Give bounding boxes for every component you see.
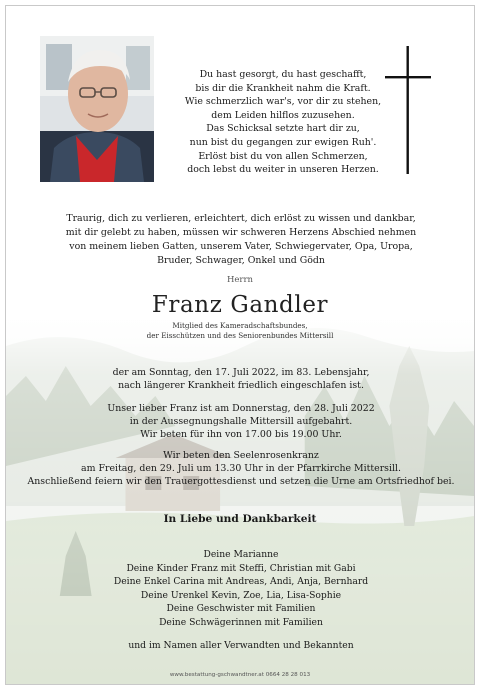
poem [158,68,408,177]
viewing-line: Unser lieber Franz ist am Donnerstag, den 28. Juli 2022 [107,403,375,414]
poem-line: dem Leiden hilflos zuzusehen. [211,109,355,121]
closing-line: In Liebe und Dankbarkeit [163,513,317,525]
intro-line: von meinem lieben Gatten, unserem Vater, Schwiegervater, Opa, Uropa, [69,241,413,252]
rosary-text [26,449,456,489]
intro-text [36,212,446,268]
membership [6,321,474,340]
intro-line: mit dir gelebt zu haben, müssen wir schweren Herzens Abschied nehmen [65,227,417,238]
intro-line: Bruder, Schwager, Onkel und Gödn [157,255,325,266]
membership-line: Mitglied des Kameradschaftsbundes, [172,321,308,330]
portrait-photo [40,36,154,182]
passing-text [26,366,456,392]
rosary-line: am Freitag, den 29. Juli um 13.30 Uhr in der Pfarrkirche Mittersill. [81,463,401,475]
poem-line: doch lebst du weiter in unseren Herzen. [187,164,379,176]
family-entry: Deine Geschwister mit Familien [166,603,316,615]
salutation: Herrn [226,275,254,285]
rosary-line: Anschließend feiern wir den Trauergottesdienst und setzen die Urne am Ortsfriedhof bei. [27,476,455,488]
family-entry: Deine Marianne [203,549,279,560]
footer-contact: www.bestattung-gschwandtner.at 0664 28 28 013 [169,672,311,678]
family-entry: Deine Enkel Carina mit Andreas, Andi, Anja, Bernhard [113,576,369,588]
membership-line: der Eisschützen und des Seniorenbundes Mittersill [146,330,334,340]
poem-line: Erlöst bist du von allen Schmerzen, [198,150,368,162]
passing-line: nach längerer Krankheit friedlich eingeschlafen ist. [118,380,364,392]
poem-line: bis dir die Krankheit nahm die Kraft. [195,82,371,94]
poem-line: nun bist du gegangen zur ewigen Ruh'. [189,136,377,148]
viewing-line: Wir beten für ihn von 17.00 bis 19.00 Uhr. [140,429,342,441]
family-entry: Deine Kinder Franz mit Steffi, Christian mit Gabi [126,562,356,574]
poem-line: Du hast gesorgt, du hast geschafft, [199,69,367,80]
deceased-name: Franz Gandler [151,292,329,318]
viewing-text [26,402,456,442]
poem-line: Das Schicksal setzte hart dir zu, [206,123,360,135]
family-entry: Deine Urenkel Kevin, Zoe, Lia, Lisa-Sophie [140,589,342,601]
family-list [26,548,456,630]
passing-line: der am Sonntag, den 17. Juli 2022, im 83. Lebensjahr, [112,367,370,378]
obituary-card [5,5,475,685]
cross-icon [385,46,431,174]
rosary-line: Wir beten den Seelenrosenkranz [163,450,319,461]
intro-line: Traurig, dich zu verlieren, erleichtert, dich erlöst zu wissen und dankbar, [66,213,416,224]
viewing-line: in der Aussegnungshalle Mittersill aufgebahrt. [129,416,353,428]
all-relatives-line: und im Namen aller Verwandten und Bekannten [128,640,354,651]
family-entry: Deine Schwägerinnen mit Familien [159,616,323,628]
poem-line: Wie schmerzlich war's, vor dir zu stehen, [184,96,382,108]
